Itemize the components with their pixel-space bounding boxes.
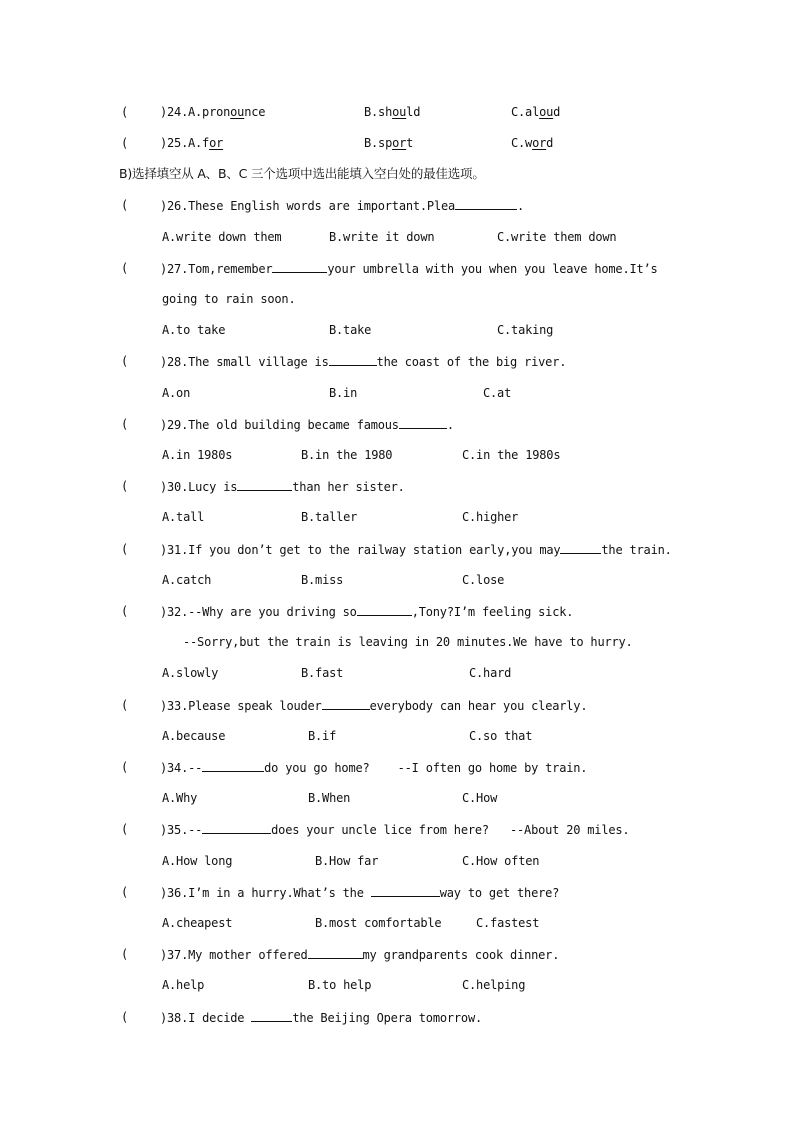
answer-blank[interactable] bbox=[202, 759, 264, 772]
q32-option-c: C.hard bbox=[469, 666, 512, 680]
q37-option-b: B.to help bbox=[308, 978, 372, 992]
q37-option-a: A.help bbox=[162, 978, 205, 992]
answer-paren[interactable]: ( bbox=[121, 1010, 129, 1024]
q36-option-b: B.most comfortable bbox=[315, 916, 442, 930]
answer-blank[interactable] bbox=[272, 260, 327, 273]
q35-option-a: A.How long bbox=[162, 854, 233, 868]
answer-blank[interactable] bbox=[455, 197, 517, 210]
question-37-stem: )37.My mother offered my grandparents cook dinner. bbox=[160, 948, 560, 962]
question-31-stem: )31.If you don’t get to the railway station early,you may the train. bbox=[160, 543, 672, 557]
answer-paren[interactable]: ( bbox=[121, 947, 129, 961]
q24-option-c: C.aloud bbox=[511, 105, 561, 119]
q33-option-a: A.because bbox=[162, 729, 226, 743]
answer-blank[interactable] bbox=[322, 697, 370, 710]
q33-option-c: C.so that bbox=[469, 729, 533, 743]
q27-option-c: C.taking bbox=[497, 323, 554, 337]
q24-option-b: B.should bbox=[364, 105, 421, 119]
q25-option-b: B.sport bbox=[364, 136, 414, 150]
question-24-number: )24. bbox=[160, 105, 189, 119]
question-27-stem-line2: going to rain soon. bbox=[162, 292, 296, 306]
answer-blank[interactable] bbox=[308, 946, 363, 959]
q32-option-a: A.slowly bbox=[162, 666, 219, 680]
q31-option-b: B.miss bbox=[301, 573, 344, 587]
answer-paren[interactable]: ( bbox=[121, 698, 129, 712]
answer-blank[interactable] bbox=[202, 821, 271, 834]
answer-paren[interactable]: ( bbox=[121, 822, 129, 836]
question-34-stem: )34.-- do you go home? --I often go home by train. bbox=[160, 761, 588, 775]
q26-option-a: A.write down them bbox=[162, 230, 282, 244]
answer-paren[interactable]: ( bbox=[121, 479, 129, 493]
question-30-stem: )30.Lucy is than her sister. bbox=[160, 480, 405, 494]
q27-option-a: A.to take bbox=[162, 323, 226, 337]
q29-option-a: A.in 1980s bbox=[162, 448, 233, 462]
q32-option-b: B.fast bbox=[301, 666, 344, 680]
question-35-stem: )35.-- does your uncle lice from here? --About 20 miles. bbox=[160, 823, 630, 837]
q24-option-a: A.pronounce bbox=[188, 105, 266, 119]
q34-option-b: B.When bbox=[308, 791, 351, 805]
q34-option-a: A.Why bbox=[162, 791, 198, 805]
question-28-stem: )28.The small village is the coast of the big river. bbox=[160, 355, 567, 369]
answer-paren[interactable]: ( bbox=[121, 198, 129, 212]
answer-paren[interactable]: ( bbox=[121, 136, 129, 150]
question-38-stem: )38.I decide the Beijing Opera tomorrow. bbox=[160, 1011, 482, 1025]
answer-paren[interactable]: ( bbox=[121, 261, 129, 275]
answer-paren[interactable]: ( bbox=[121, 604, 129, 618]
q26-option-c: C.write them down bbox=[497, 230, 617, 244]
q28-option-b: B.in bbox=[329, 386, 358, 400]
q29-option-c: C.in the 1980s bbox=[462, 448, 561, 462]
q28-option-a: A.on bbox=[162, 386, 191, 400]
section-b-instructions: B)选择填空从 A、B、C 三个选项中选出能填入空白处的最佳选项。 bbox=[119, 166, 485, 181]
answer-paren[interactable]: ( bbox=[121, 105, 129, 119]
answer-blank[interactable] bbox=[329, 353, 377, 366]
answer-paren[interactable]: ( bbox=[121, 542, 129, 556]
q28-option-c: C.at bbox=[483, 386, 512, 400]
q30-option-b: B.taller bbox=[301, 510, 358, 524]
question-32-stem: )32.--Why are you driving so ,Tony?I’m feeling sick. bbox=[160, 605, 574, 619]
answer-blank[interactable] bbox=[251, 1009, 292, 1022]
question-32-stem-line2: --Sorry,but the train is leaving in 20 minutes.We have to hurry. bbox=[183, 635, 633, 649]
q36-option-a: A.cheapest bbox=[162, 916, 233, 930]
question-25-number: )25. bbox=[160, 136, 189, 150]
q30-option-c: C.higher bbox=[462, 510, 519, 524]
q29-option-b: B.in the 1980 bbox=[301, 448, 393, 462]
q34-option-c: C.How bbox=[462, 791, 498, 805]
question-26-stem: )26.These English words are important.Plea . bbox=[160, 199, 525, 213]
q37-option-c: C.helping bbox=[462, 978, 526, 992]
answer-blank[interactable] bbox=[560, 541, 601, 554]
question-33-stem: )33.Please speak louder everybody can hear you clearly. bbox=[160, 699, 588, 713]
answer-paren[interactable]: ( bbox=[121, 760, 129, 774]
answer-blank[interactable] bbox=[357, 603, 412, 616]
q25-option-c: C.word bbox=[511, 136, 554, 150]
question-27-stem: )27.Tom,remember your umbrella with you when you leave home.It’s bbox=[160, 262, 658, 276]
q35-option-b: B.How far bbox=[315, 854, 379, 868]
answer-blank[interactable] bbox=[237, 478, 292, 491]
answer-blank[interactable] bbox=[399, 416, 447, 429]
q31-option-a: A.catch bbox=[162, 573, 212, 587]
answer-paren[interactable]: ( bbox=[121, 885, 129, 899]
q35-option-c: C.How often bbox=[462, 854, 540, 868]
q27-option-b: B.take bbox=[329, 323, 372, 337]
q31-option-c: C.lose bbox=[462, 573, 505, 587]
question-36-stem: )36.I’m in a hurry.What’s the way to get there? bbox=[160, 886, 560, 900]
q26-option-b: B.write it down bbox=[329, 230, 435, 244]
answer-blank[interactable] bbox=[371, 884, 440, 897]
q33-option-b: B.if bbox=[308, 729, 337, 743]
answer-paren[interactable]: ( bbox=[121, 354, 129, 368]
q36-option-c: C.fastest bbox=[476, 916, 540, 930]
q30-option-a: A.tall bbox=[162, 510, 205, 524]
answer-paren[interactable]: ( bbox=[121, 417, 129, 431]
question-29-stem: )29.The old building became famous . bbox=[160, 418, 454, 432]
q25-option-a: A.for bbox=[188, 136, 224, 150]
